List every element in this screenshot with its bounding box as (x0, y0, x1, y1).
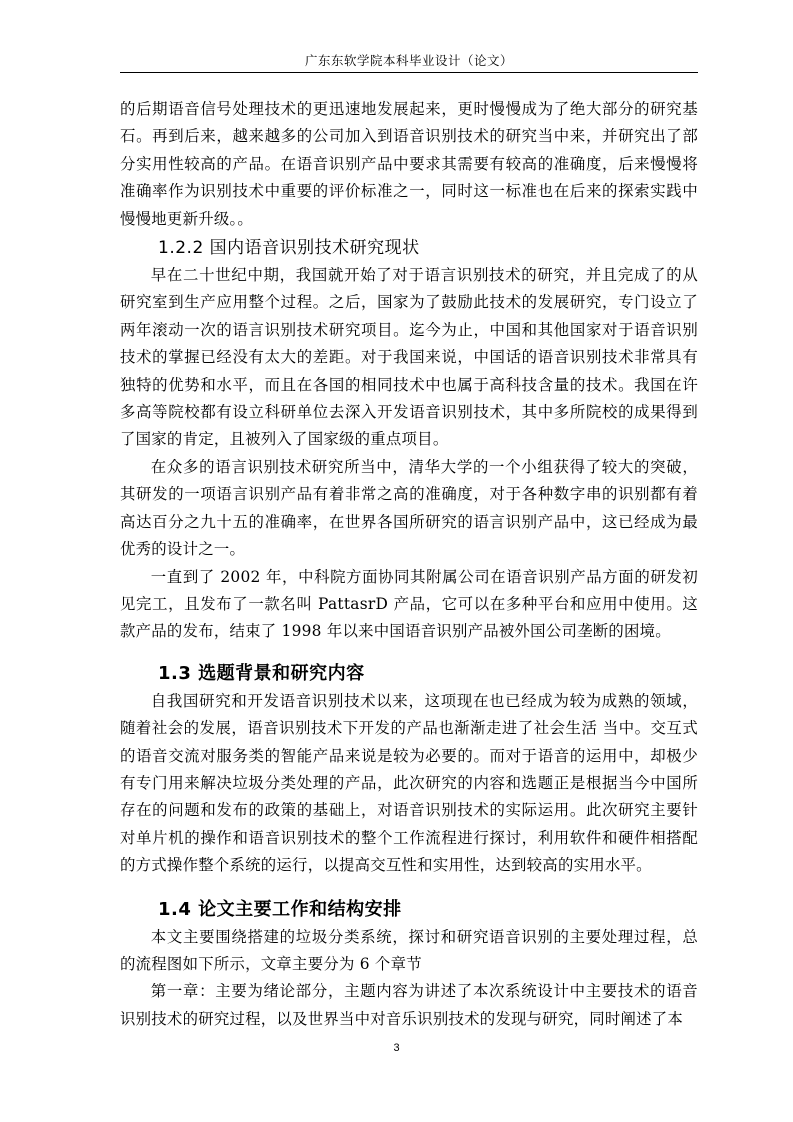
spacer (120, 880, 698, 896)
heading-1-4: 1.4 论文主要工作和结构安排 (158, 898, 402, 920)
page-number: 3 (393, 1042, 400, 1054)
page-header: 广东东软学院本科毕业设计（论文） (304, 53, 513, 68)
paragraph: 本文主要围绕搭建的垃圾分类系统，探讨和研究语音识别的主要处理过程，总的流程图如下所示，文章主要分为 6 个章节 (120, 927, 698, 973)
paragraph: 早在二十世纪中期，我国就开始了对于语言识别技术的研究，并且完成了的从研究室到生产应用整个过程。之后，国家为了鼓励此技术的发展研究，专门设立了两年滚动一次的语言识别技术研究项目。迄今为止，中国和其他国家对于语音识别技术的掌握已经没有太大的差距。对于我国来说，中国话的语音识别技术非常具有独特的优势和水平，而且在各国的相同技术中也属于高科技含量的技术。我国在许多高等院校都有设立科研单位去深入开发语音识别技术，其中多所院校的成果得到了国家的肯定，且被列入了国家级的重点项目。 (120, 266, 698, 449)
paragraph-continued: 的后期语音信号处理技术的更迅速地发展起来，更时慢慢成为了绝大部分的研究基石。再到后来，越来越多的公司加入到语音识别技术的研究当中来，并研究出了部分实用性较高的产品。在语音识别产品中要求其需要有较高的准确度，后来慢慢将准确率作为识别技术中重要的评价标准之一，同时这一标准也在后来的探索实践中慢慢地更新升级。。 (120, 100, 698, 228)
header-rule (120, 72, 698, 73)
paragraph: 一直到了 2002 年，中科院方面协同其附属公司在语音识别产品方面的研发初见完工，且发布了一款名叫 PattasrD 产品，它可以在多种平台和应用中使用。这款产品的发布，结束了 1998 年以来中国语音识别产品被外国公司垄断的困境。 (120, 567, 698, 641)
page-body (120, 96, 698, 1033)
heading-1-2-2: 1.2.2 国内语音识别技术研究现状 (158, 238, 420, 259)
paragraph: 在众多的语言识别技术研究所当中，清华大学的一个小组获得了较大的突破，其研发的一项语言识别产品有着非常之高的准确度，对于各种数字串的识别都有着高达百分之九十五的准确率，在世界各国所研究的语言识别产品中，这已经成为最优秀的设计之一。 (120, 457, 698, 559)
paragraph: 自我国研究和开发语音识别技术以来，这项现在也已经成为较为成熟的领域，随着社会的发展，语音识别技术下开发的产品也渐渐走进了社会生活 当中。交互式的语音交流对服务类的智能产品来说是较为必要的。而对于语音的运用中，却极少有专门用来解决垃圾分类处理的产品，此次研究的内容和选题正是根据当今中国所存在的问题和发布的政策的基础上，对语音识别技术的实际运用。此次研究主要针对单片机的操作和语音识别技术的整个工作流程进行探讨，利用软件和硬件相搭配的方式操作整个系统的运行，以提高交互性和实用性，达到较高的实用水平。 (120, 691, 698, 875)
paragraph: 第一章：主要为绪论部分，主题内容为讲述了本次系统设计中主要技术的语音识别技术的研究过程，以及世界当中对音乐识别技术的发现与研究，同时阐述了本 (120, 982, 698, 1028)
heading-1-3: 1.3 选题背景和研究内容 (158, 662, 365, 684)
spacer (120, 646, 698, 660)
